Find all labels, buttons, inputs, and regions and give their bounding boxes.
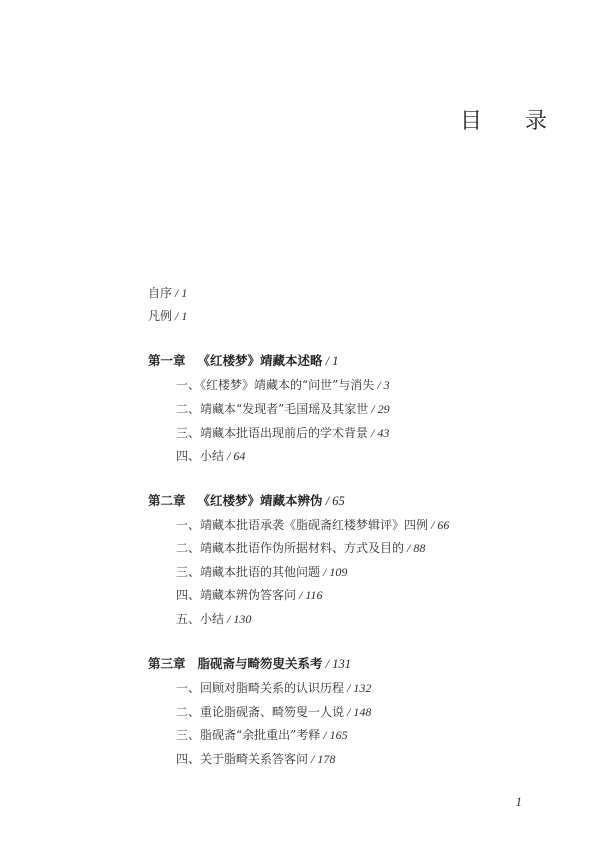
- toc-entry-preface[interactable]: [148, 285, 187, 301]
- entry-page: / 1: [172, 309, 188, 323]
- toc-chapter-1[interactable]: [148, 353, 339, 369]
- section-title: 四、小结: [176, 449, 225, 463]
- section-title: 三、靖藏本批语的其他问题: [176, 565, 321, 579]
- toc-chapter-2[interactable]: [148, 493, 345, 509]
- toc-section-3-4[interactable]: [176, 751, 335, 767]
- page-title: 目 录: [460, 109, 565, 134]
- section-page: / 88: [404, 541, 426, 555]
- section-title: 二、重论脂砚斋、畸笏叟一人说: [176, 705, 345, 719]
- section-title: 二、靖藏本“发现者”毛国瑶及其家世: [176, 402, 369, 416]
- chapter-number: 第三章: [148, 656, 186, 671]
- section-page: / 64: [224, 449, 246, 463]
- chapter-page: / 131: [322, 657, 352, 671]
- toc-section-1-3[interactable]: [176, 425, 389, 441]
- toc-section-2-2[interactable]: [176, 540, 425, 556]
- toc-section-1-1[interactable]: [176, 377, 390, 393]
- toc-section-2-1[interactable]: [176, 517, 449, 533]
- section-title: 一、靖藏本批语承袭《脂砚斋红楼梦辑评》四例: [176, 518, 429, 532]
- toc-entry-conventions[interactable]: [148, 308, 187, 324]
- toc-section-2-5[interactable]: [176, 611, 251, 627]
- section-title: 一、《红楼梦》靖藏本的“问世”与消失: [176, 378, 375, 392]
- page-number: 1: [515, 794, 522, 809]
- toc-section-1-4[interactable]: [176, 448, 245, 464]
- section-page: / 109: [320, 565, 348, 579]
- section-page: / 116: [296, 588, 323, 602]
- section-page: / 29: [368, 402, 390, 416]
- entry-page: / 1: [172, 286, 188, 300]
- section-title: 三、脂砚斋“余批重出”考释: [176, 728, 321, 742]
- section-page: / 130: [224, 612, 252, 626]
- section-title: 三、靖藏本批语出现前后的学术背景: [176, 426, 369, 440]
- section-page: / 66: [428, 518, 450, 532]
- chapter-number: 第一章: [148, 353, 186, 368]
- chapter-number: 第二章: [148, 493, 186, 508]
- section-title: 四、关于脂畸关系答客问: [176, 752, 309, 766]
- toc-section-2-4[interactable]: [176, 587, 322, 603]
- section-title: 二、靖藏本批语作伪所据材料、方式及目的: [176, 541, 405, 555]
- chapter-page: / 1: [322, 354, 339, 368]
- section-page: / 148: [344, 705, 372, 719]
- toc-section-3-3[interactable]: [176, 727, 348, 743]
- section-title: 五、小结: [176, 612, 225, 626]
- section-title: 一、回顾对脂畸关系的认识历程: [176, 681, 345, 695]
- entry-title: 自序: [148, 286, 173, 300]
- section-page: / 132: [344, 681, 372, 695]
- chapter-title: 《红楼梦》靖藏本述略: [197, 353, 323, 368]
- section-page: / 178: [308, 752, 336, 766]
- entry-title: 凡例: [148, 309, 173, 323]
- toc-section-2-3[interactable]: [176, 564, 347, 580]
- chapter-title: 《红楼梦》靖藏本辨伪: [197, 493, 323, 508]
- section-page: / 43: [368, 426, 390, 440]
- toc-section-3-2[interactable]: [176, 704, 371, 720]
- section-title: 四、靖藏本辨伪答客问: [176, 588, 297, 602]
- chapter-title: 脂砚斋与畸笏叟关系考: [197, 656, 323, 671]
- toc-section-3-1[interactable]: [176, 680, 371, 696]
- toc-chapter-3[interactable]: [148, 656, 351, 672]
- section-page: / 3: [374, 378, 390, 392]
- chapter-page: / 65: [322, 494, 345, 508]
- section-page: / 165: [320, 728, 348, 742]
- toc-section-1-2[interactable]: [176, 401, 390, 417]
